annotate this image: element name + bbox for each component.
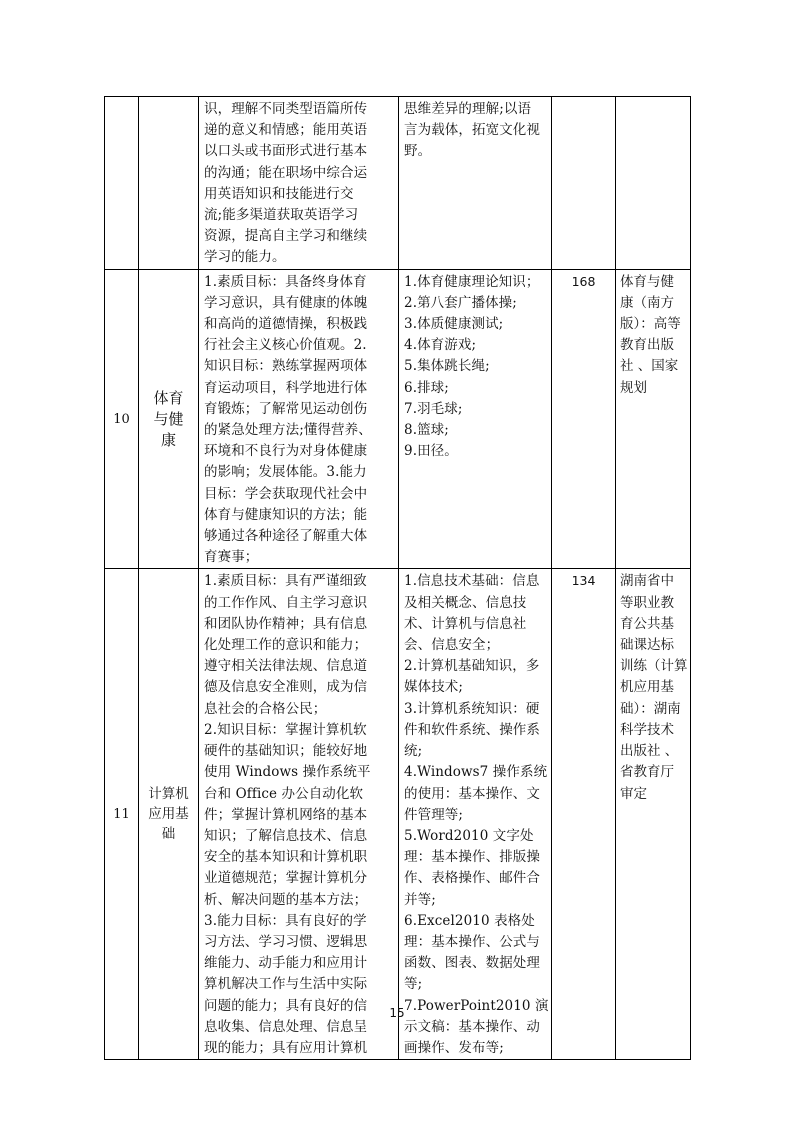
text-line: 理：基本操作、公式与 <box>404 933 540 950</box>
course-textbook <box>616 269 691 569</box>
course-textbook <box>616 97 691 270</box>
text-line: 3.体质健康测试; <box>404 316 504 333</box>
text-line: 体育 <box>153 388 184 407</box>
text-line: 和高尚的道德情操，积极践 <box>204 316 368 333</box>
text-line: 够通过各种途径了解重大体 <box>204 528 368 545</box>
text-line: 与健 <box>153 409 184 428</box>
text-line: 的紧急处理方法;懂得营养、 <box>204 422 372 439</box>
text-line: 应用基 <box>148 806 189 823</box>
text-line: 4.Windows7 操作系统 <box>404 764 548 781</box>
text-line: 省教育厅 <box>620 764 674 781</box>
text-line: 1.素质目标：具有严谨细致 <box>204 573 367 590</box>
text-line: 2.计算机基础知识，多 <box>404 658 540 675</box>
course-hours: 134 <box>552 569 616 1060</box>
text-line: 学习意识，具有健康的体魄 <box>204 294 368 311</box>
course-name <box>139 269 199 569</box>
text-line: 育锻炼；了解常见运动创伤 <box>204 400 368 417</box>
text-line: 规划 <box>620 379 647 396</box>
text-line: 康（南方 <box>620 294 674 311</box>
text-line: 资源，提高自主学习和继续 <box>204 228 368 245</box>
text-line: 6.Excel2010 表格处 <box>404 912 535 929</box>
course-goals <box>199 97 399 270</box>
course-content <box>399 97 552 270</box>
text-line: 6.排球; <box>404 379 449 396</box>
text-line: 体育与健 <box>620 273 674 290</box>
text-line: 现的能力；具有应用计算机 <box>204 1039 368 1056</box>
text-line: 维能力、动手能力和应用计 <box>204 955 368 972</box>
text-line: 计算机 <box>148 786 189 803</box>
course-content <box>399 269 552 569</box>
text-line: 理：基本操作、排版操 <box>404 849 540 866</box>
text-line: 机应用基 <box>620 679 674 696</box>
text-line: 3.计算机系统知识：硬 <box>404 700 540 717</box>
text-line: 息社会的合格公民； <box>204 700 327 717</box>
text-line: 和团队协作精神；具有信息 <box>204 615 368 632</box>
text-line: 出版社 、 <box>620 743 679 760</box>
text-line: 8.篮球; <box>404 422 449 439</box>
text-line: 的使用：基本操作、文 <box>404 785 540 802</box>
text-line: 问题的能力；具有良好的信 <box>204 997 368 1014</box>
course-goals <box>199 569 399 1060</box>
text-line: 知识；了解信息技术、信息 <box>204 827 368 844</box>
text-line: 业道德规范；掌握计算机分 <box>204 870 368 887</box>
text-line: 件；掌握计算机网络的基本 <box>204 806 368 823</box>
text-line: 统; <box>404 743 423 760</box>
text-line: 7.PowerPoint2010 演 <box>404 997 549 1014</box>
text-line: 4.体育游戏; <box>404 337 477 354</box>
text-line: 的沟通；能在职场中综合运 <box>204 164 368 181</box>
text-line: 学习的能力。 <box>204 249 286 266</box>
text-line: 递的意义和情感；能用英语 <box>204 122 368 139</box>
course-name <box>139 97 199 270</box>
text-line: 并等; <box>404 891 436 908</box>
text-line: 息收集、信息处理、信息呈 <box>204 1018 368 1035</box>
text-line: 目标：学会获取现代社会中 <box>204 485 368 502</box>
text-line: 流;能多渠道获取英语学习 <box>204 207 359 224</box>
text-line: 以口头或书面形式进行基本 <box>204 143 368 160</box>
course-textbook <box>616 569 691 1060</box>
text-line: 件和软件系统、操作系 <box>404 721 540 738</box>
text-line: 础）：湖南 <box>620 700 681 717</box>
text-line: 作、表格操作、邮件合 <box>404 870 540 887</box>
text-line: 1.素质目标：具备终身体育 <box>204 273 367 290</box>
text-line: 知识目标：熟练掌握两项体 <box>204 358 368 375</box>
text-line: 1.体育健康理论知识； <box>404 273 540 290</box>
text-line: 5.集体跳长绳; <box>404 358 490 375</box>
text-line: 5.Word2010 文字处 <box>404 827 534 844</box>
table-row-pe <box>105 269 691 569</box>
table-row-english-cont <box>105 97 691 270</box>
text-line: 审定 <box>620 785 647 802</box>
text-line: 育公共基 <box>620 615 674 632</box>
text-line: 野。 <box>404 143 432 160</box>
text-line: 育运动项目，科学地进行体 <box>204 379 368 396</box>
course-goals <box>199 269 399 569</box>
text-line: 遵守相关法律法规、信息道 <box>204 658 368 675</box>
text-line: 体育与健康知识的方法；能 <box>204 506 368 523</box>
text-line: 使用 Windows 操作系统平 <box>204 764 371 781</box>
text-line: 硬件的基础知识；能较好地 <box>204 743 368 760</box>
text-line: 础课达标 <box>620 637 674 654</box>
table-row-computer <box>105 569 691 1060</box>
course-table <box>104 96 691 1060</box>
text-line: 训练（计算 <box>620 658 688 675</box>
text-line: 画操作、发布等; <box>404 1039 504 1056</box>
text-line: 2.知识目标：掌握计算机软 <box>204 721 367 738</box>
text-line: 示文稿：基本操作、动 <box>404 1018 540 1035</box>
text-line: 社 、国家 <box>620 358 679 375</box>
text-line: 言为载体，拓宽文化视 <box>404 122 540 139</box>
course-number: 10 <box>105 269 139 569</box>
text-line: 的工作作风、自主学习意识 <box>204 594 368 611</box>
text-line: 思维差异的理解;以语 <box>404 101 532 117</box>
text-line: 的影响；发展体能。3.能力 <box>204 464 367 481</box>
text-line: 件管理等; <box>404 806 464 823</box>
text-line: 育赛事； <box>204 549 259 566</box>
text-line: 函数、图表、数据处理 <box>404 955 540 972</box>
text-line: 习方法、学习习惯、逻辑思 <box>204 933 368 950</box>
text-line: 环境和不良行为对身体健康 <box>204 443 368 460</box>
text-line: 用英语知识和技能进行交 <box>204 185 354 202</box>
text-line: 台和 Office 办公自动化软 <box>204 785 364 802</box>
text-line: 湖南省中 <box>620 573 674 590</box>
text-line: 等职业教 <box>620 594 674 611</box>
text-line: 算机解决工作与生活中实际 <box>204 976 368 993</box>
course-hours: 168 <box>552 269 616 569</box>
course-number: 11 <box>105 569 139 1060</box>
page-number: 15 <box>389 1006 405 1020</box>
text-line: 识，理解不同类型语篇所传 <box>204 101 368 117</box>
text-line: 德及信息安全准则，成为信 <box>204 679 368 696</box>
text-line: 3.能力目标：具有良好的学 <box>204 912 367 929</box>
text-line: 7.羽毛球; <box>404 400 463 417</box>
text-line: 2.第八套广播体操; <box>404 294 517 311</box>
course-number <box>105 97 139 270</box>
text-line: 化处理工作的意识和能力； <box>204 637 368 654</box>
text-line: 媒体技术; <box>404 679 464 696</box>
course-hours <box>552 97 616 270</box>
text-line: 康 <box>160 430 176 449</box>
text-line: 会、信息安全； <box>404 637 500 654</box>
text-line: 等; <box>404 976 423 993</box>
course-content <box>399 569 552 1060</box>
text-line: 安全的基本知识和计算机职 <box>204 849 368 866</box>
course-name <box>139 569 199 1060</box>
text-line: 术、计算机与信息社 <box>404 615 527 632</box>
text-line: 版）：高等 <box>620 316 681 333</box>
text-line: 教育出版 <box>620 337 674 354</box>
text-line: 行社会主义核心价值观。2. <box>204 337 367 354</box>
text-line: 析、解决问题的基本方法； <box>204 891 368 908</box>
text-line: 础 <box>161 826 176 843</box>
text-line: 科学技术 <box>620 721 674 738</box>
text-line: 9.田径。 <box>404 443 458 460</box>
text-line: 及相关概念、信息技 <box>404 594 527 611</box>
text-line: 1.信息技术基础：信息 <box>404 573 540 590</box>
